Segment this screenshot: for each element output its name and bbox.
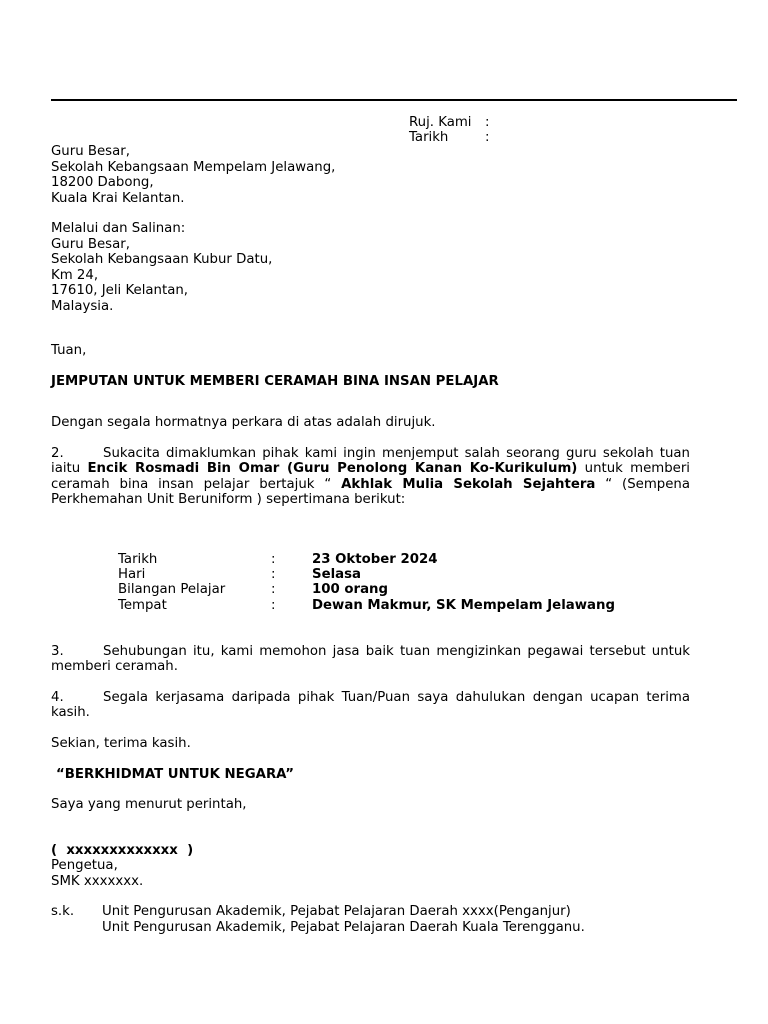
recipient-address — [51, 144, 335, 206]
recipient-line: Kuala Krai Kelantan. — [51, 190, 185, 206]
detail-value: 23 Oktober 2024 — [312, 552, 438, 567]
via-line: Malaysia. — [51, 298, 114, 314]
paragraph-text: “ (Sempena Perkhemahan Unit Beruniform ) sepertimana berikut: — [51, 476, 691, 507]
signatory-school: SMK xxxxxxx. — [51, 874, 144, 889]
detail-colon: : — [271, 582, 276, 598]
detail-colon: : — [271, 597, 276, 613]
date-label: Tarikh — [409, 130, 449, 145]
via-line: Melalui dan Salinan: — [51, 221, 186, 236]
via-line: Guru Besar, — [51, 236, 130, 252]
detail-colon: : — [271, 567, 276, 583]
reference-line — [409, 115, 489, 131]
carbon-copy — [51, 904, 585, 935]
date-line — [409, 130, 489, 146]
paragraph-number: 4. — [51, 690, 64, 705]
reference-label: Ruj. Kami — [409, 115, 472, 130]
detail-row — [118, 552, 615, 567]
detail-label: Tempat — [118, 597, 167, 613]
cc-spacer — [51, 920, 102, 936]
letter-subject: JEMPUTAN UNTUK MEMBERI CERAMAH BINA INSAN PELAJAR — [51, 374, 499, 389]
detail-value: Dewan Makmur, SK Mempelam Jelawang — [312, 597, 615, 613]
detail-label: Bilangan Pelajar — [118, 582, 226, 598]
signatory-title: Pengetua, — [51, 858, 118, 873]
by-order-line: Saya yang menurut perintah, — [51, 797, 247, 812]
paragraph-3 — [51, 644, 690, 675]
detail-row — [118, 582, 615, 597]
paragraph-number: 3. — [51, 644, 64, 659]
paragraph-text: untuk memberi ceramah bina insan pelajar bertajuk “ — [51, 461, 690, 492]
cc-label: s.k. — [51, 904, 75, 919]
opening-line: Dengan segala hormatnya perkara di atas adalah dirujuk. — [51, 415, 436, 430]
date-value: : — [485, 130, 490, 145]
detail-value: Selasa — [312, 567, 362, 583]
cc-line: Unit Pengurusan Akademik, Pejabat Pelajaran Daerah xxxx(Penganjur) — [102, 904, 571, 919]
via-line: Km 24, — [51, 267, 99, 283]
event-details — [118, 552, 615, 613]
via-line: 17610, Jeli Kelantan, — [51, 283, 188, 298]
via-line: Sekolah Kebangsaan Kubur Datu, — [51, 252, 273, 267]
detail-row — [118, 567, 615, 582]
detail-row — [118, 598, 615, 613]
cc-row — [51, 904, 585, 920]
salutation: Tuan, — [51, 343, 87, 358]
recipient-line: Sekolah Kebangsaan Mempelam Jelawang, — [51, 159, 336, 175]
cc-row — [51, 920, 585, 936]
header-rule — [51, 99, 737, 101]
invited-teacher: Encik Rosmadi Bin Omar (Guru Penolong Kanan Ko-Kurikulum) — [87, 461, 578, 477]
paragraph-number: 2. — [51, 446, 64, 461]
reference-value: : — [485, 115, 490, 130]
cc-line: Unit Pengurusan Akademik, Pejabat Pelajaran Daerah Kuala Terengganu. — [102, 919, 585, 935]
talk-title: Akhlak Mulia Sekolah Sejahtera — [341, 476, 596, 492]
paragraph-text: Sehubungan itu, kami memohon jasa baik tuan mengizinkan pegawai tersebut untuk memberi ceramah. — [51, 644, 690, 675]
motto: “BERKHIDMAT UNTUK NEGARA” — [56, 767, 294, 782]
detail-colon: : — [271, 552, 276, 567]
paragraph-4 — [51, 690, 690, 721]
paragraph-2 — [51, 446, 690, 507]
signatory-name: ( xxxxxxxxxxxxx ) — [51, 843, 194, 858]
via-address — [51, 221, 272, 314]
detail-label: Tarikh — [118, 552, 158, 567]
recipient-line: Guru Besar, — [51, 144, 130, 159]
detail-value: 100 orang — [312, 582, 389, 598]
detail-label: Hari — [118, 567, 146, 583]
paragraph-text: Segala kerjasama daripada pihak Tuan/Puan saya dahulukan dengan ucapan terima kasih. — [51, 690, 690, 721]
closing-line: Sekian, terima kasih. — [51, 736, 191, 751]
recipient-line: 18200 Dabong, — [51, 175, 154, 190]
paragraph-text: Sukacita dimaklumkan pihak kami ingin menjemput salah seorang guru sekolah tuan iaitu — [51, 446, 690, 477]
